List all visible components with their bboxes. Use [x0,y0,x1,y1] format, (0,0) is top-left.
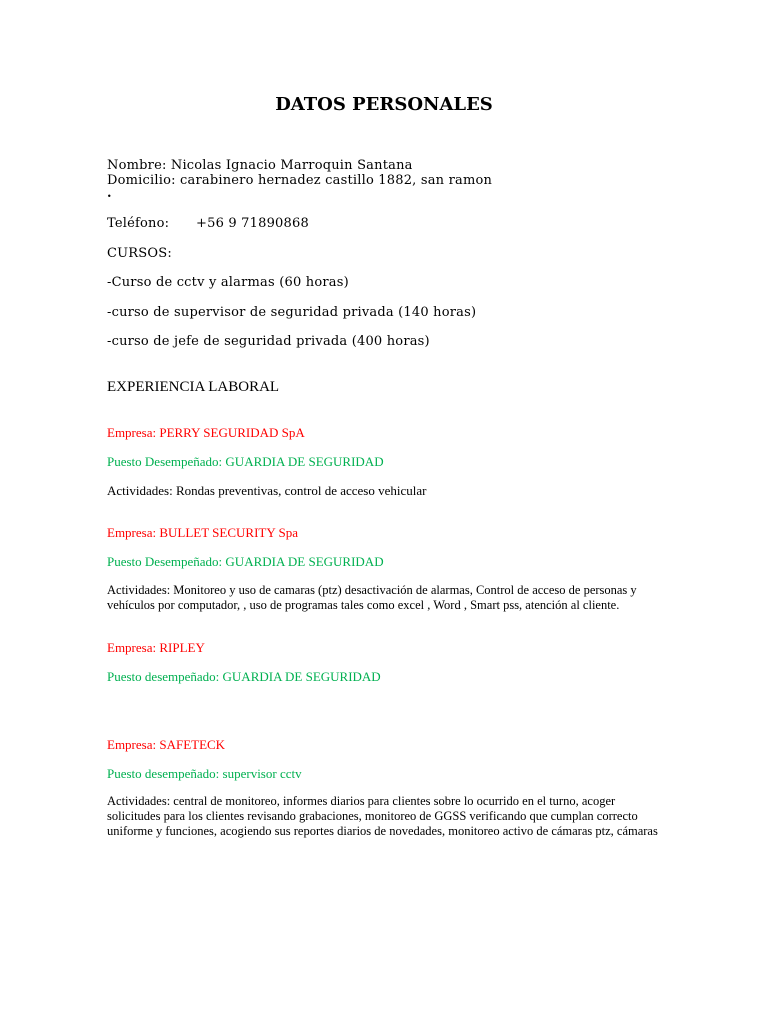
domicilio-line: Domicilio: carabinero hernadez castillo 1882, san ramon [107,173,493,188]
job-actividades: Actividades: Monitoreo y uso de camaras (ptz) desactivación de alarmas, Control de acceso de personas y vehículos por computador, , uso de programas tales como excel , Word , Smart pss, atención al cliente. [107,583,637,612]
telefono-value: +56 9 71890868 [196,216,309,231]
curso-item: -curso de supervisor de seguridad privada (140 horas) [107,305,477,320]
telefono-label: Teléfono: [107,216,170,231]
experiencia-heading: EXPERIENCIA LABORAL [107,379,280,395]
page-title: DATOS PERSONALES [275,94,493,115]
job-puesto: Puesto desempeñado: GUARDIA DE SEGURIDAD [107,669,381,684]
curso-item: -Curso de cctv y alarmas (60 horas) [107,275,349,290]
job-puesto: Puesto Desempeñado: GUARDIA DE SEGURIDAD [107,454,384,469]
stray-dot: . [107,186,112,201]
job-empresa: Empresa: SAFETECK [107,737,226,752]
job-empresa: Empresa: PERRY SEGURIDAD SpA [107,425,305,440]
job-empresa: Empresa: RIPLEY [107,640,205,655]
nombre-line: Nombre: Nicolas Ignacio Marroquin Santana [107,158,413,173]
curso-item: -curso de jefe de seguridad privada (400 horas) [107,334,430,349]
cursos-heading: CURSOS: [107,246,172,261]
job-actividades: Actividades: Rondas preventivas, control de acceso vehicular [107,483,427,498]
job-puesto: Puesto desempeñado: supervisor cctv [107,766,302,781]
job-actividades: Actividades: central de monitoreo, informes diarios para clientes sobre lo ocurrido en el turno, acoger solicitudes para los clientes revisando grabaciones, monitoreo de GGSS verificando que cumplan correcto uniforme y funciones, acogiendo sus reportes diarios de novedades, monitoreo activo de cámaras ptz, cámaras [107,794,658,838]
job-puesto: Puesto Desempeñado: GUARDIA DE SEGURIDAD [107,554,384,569]
job-empresa: Empresa: BULLET SECURITY Spa [107,525,299,540]
